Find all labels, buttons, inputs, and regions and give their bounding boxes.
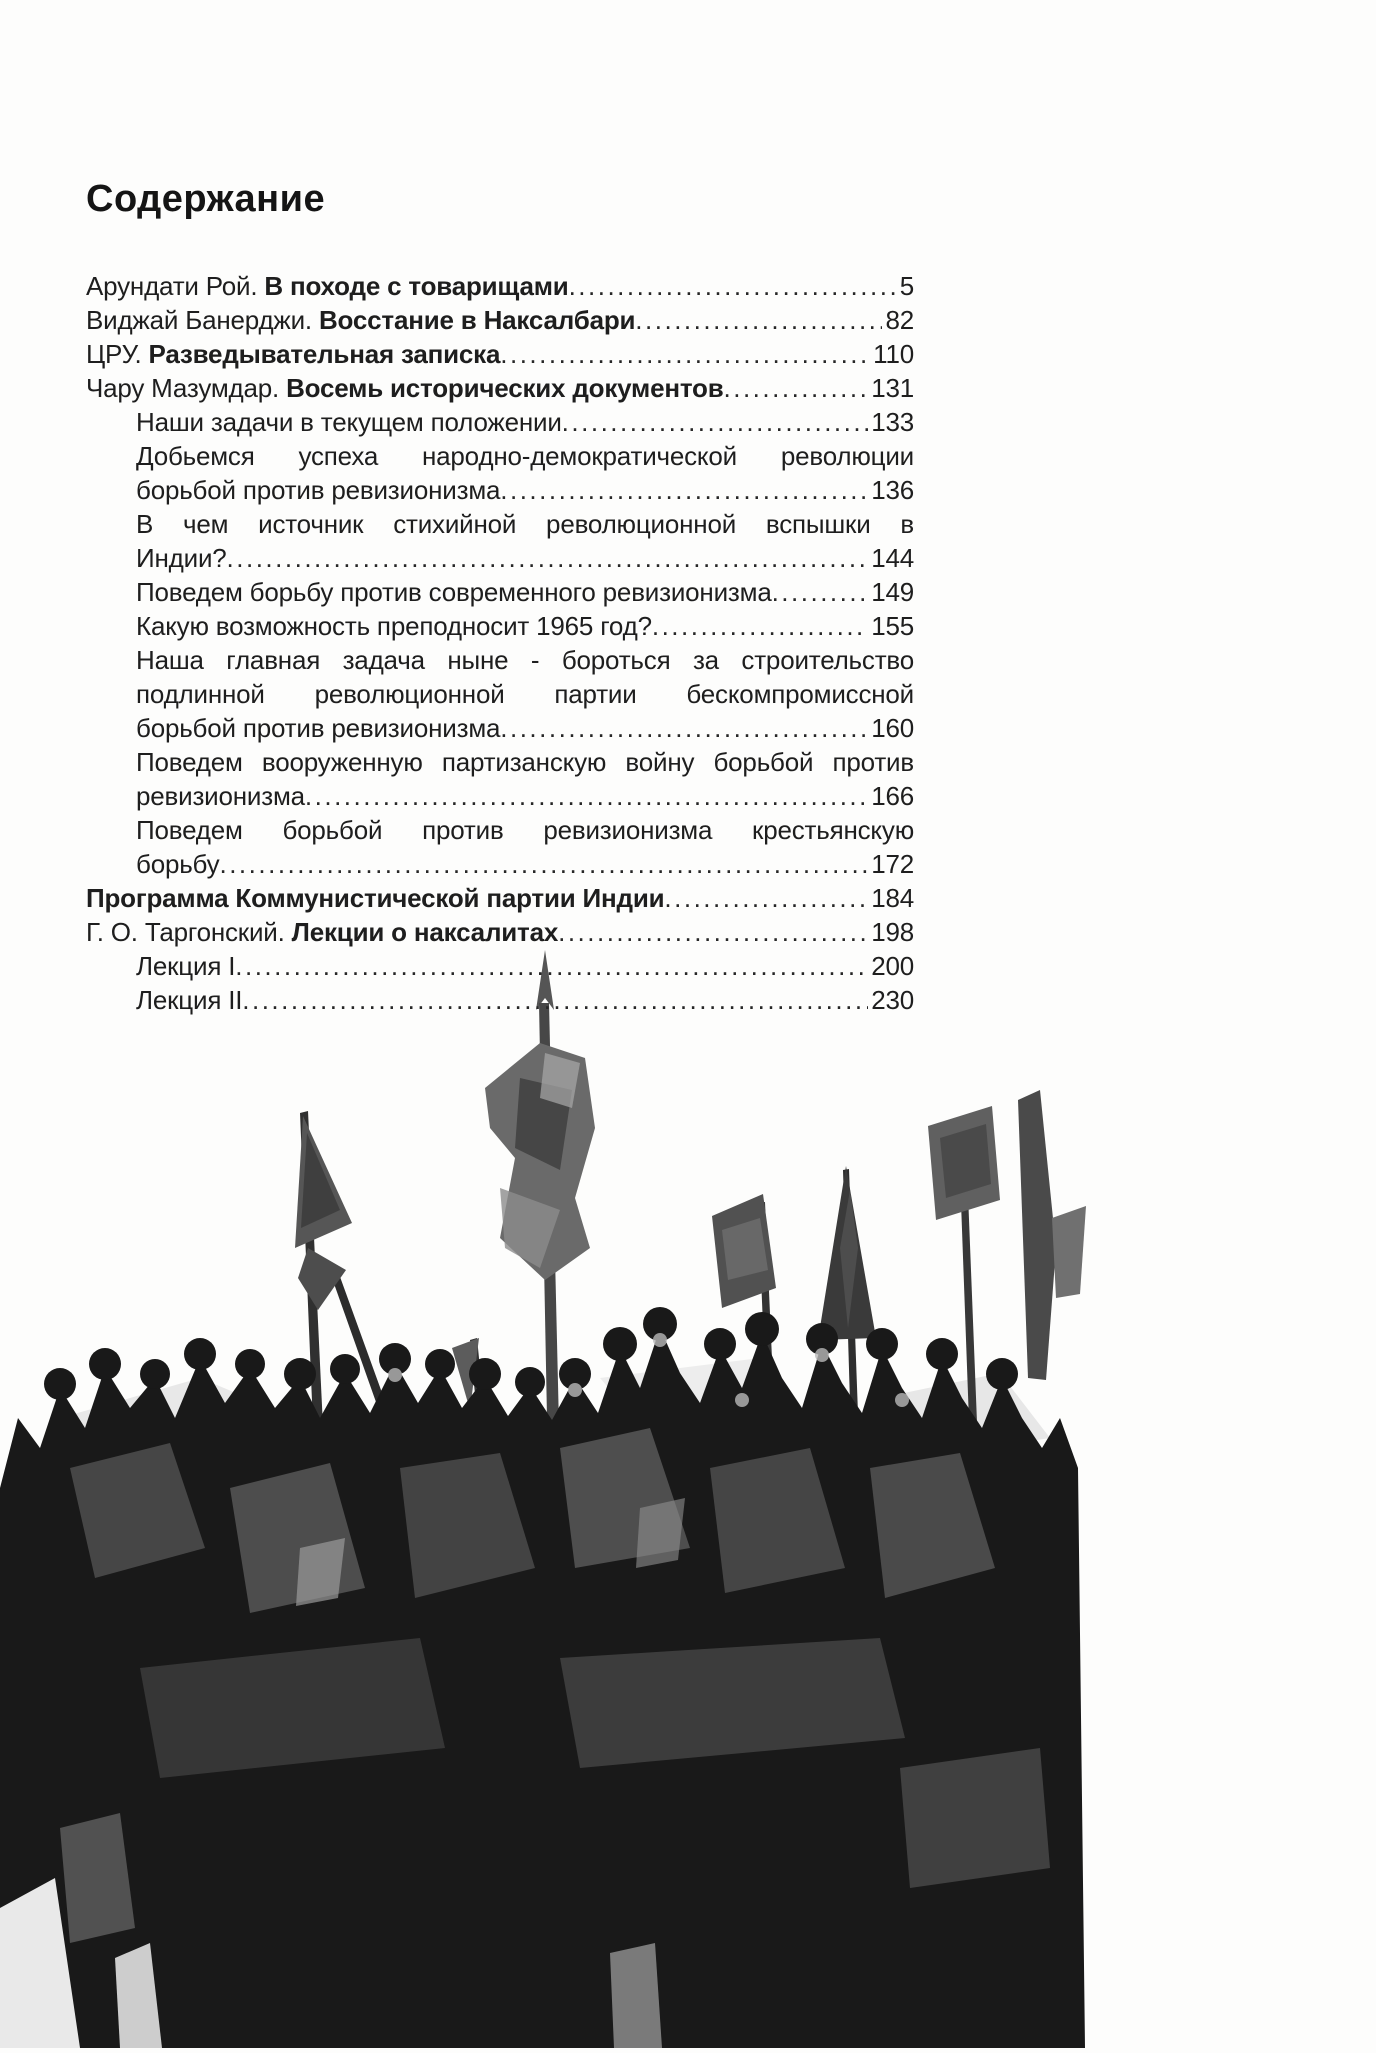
- toc-entry-last-line: [136, 473, 914, 507]
- toc-dot-leader: [569, 269, 897, 303]
- toc-entry-text: [86, 269, 569, 303]
- toc-entry-line: Поведем вооруженную партизанскую войну борьбой против: [136, 747, 914, 777]
- toc-entry-plain-text: Арундати Рой.: [86, 271, 265, 301]
- toc-entry-last-line: [86, 303, 914, 337]
- toc-entry-text: [86, 371, 724, 405]
- toc-dot-leader: [235, 949, 868, 983]
- toc-entry-line: Добьемся успеха народно-демократической революции: [136, 441, 914, 471]
- toc-dot-leader: [305, 779, 868, 813]
- toc-entry-page-number: 5: [899, 271, 914, 301]
- toc-entry: [136, 983, 914, 1017]
- toc-dot-leader: [500, 711, 868, 745]
- toc-entry-last-line: [136, 575, 914, 609]
- toc-entry-wrapped-lines: [136, 643, 914, 711]
- toc-entry-page-number: 184: [871, 883, 914, 913]
- toc-entry-plain-text: Поведем борьбу против современного ревизионизма: [136, 577, 772, 607]
- toc-entry-text: [136, 949, 235, 983]
- toc-entry-text: [136, 711, 500, 745]
- toc-entry-text: [136, 779, 305, 813]
- toc-entry-last-line: [86, 881, 914, 915]
- toc-page-content: [86, 178, 914, 1017]
- toc-entry-page-number: 110: [873, 339, 914, 369]
- toc-entry-text: [86, 337, 500, 371]
- toc-entry-page-number: 131: [871, 373, 914, 403]
- toc-entry: [86, 371, 914, 405]
- toc-entry-last-line: [136, 949, 914, 983]
- crowd-illustration: [0, 948, 1376, 2048]
- toc-entry-last-line: [136, 983, 914, 1017]
- toc-entry-text: [136, 983, 242, 1017]
- toc-entry-page-number: 200: [871, 951, 914, 981]
- toc-list: [86, 269, 914, 1017]
- toc-entry-plain-text: борьбой против ревизионизма: [136, 713, 501, 743]
- toc-entry: [86, 881, 914, 915]
- toc-entry: [136, 575, 914, 609]
- toc-entry-text: [136, 847, 219, 881]
- toc-entry-page-number: 136: [871, 475, 914, 505]
- toc-entry-last-line: [136, 541, 914, 575]
- toc-entry: [136, 813, 914, 881]
- toc-entry-title: В походе с товарищами: [264, 271, 569, 301]
- toc-dot-leader: [558, 915, 868, 949]
- toc-dot-leader: [227, 541, 869, 575]
- toc-entry: [136, 507, 914, 575]
- toc-entry-last-line: [136, 405, 914, 439]
- toc-entry-page-number: 144: [871, 543, 914, 573]
- toc-entry: [136, 439, 914, 507]
- toc-entry: [136, 609, 914, 643]
- toc-entry-plain-text: Чару Мазумдар.: [86, 373, 287, 403]
- toc-entry-page-number: 155: [871, 611, 914, 641]
- toc-entry-page-number: 160: [871, 713, 914, 743]
- toc-entry-plain-text: Г. О. Таргонский.: [86, 917, 292, 947]
- toc-entry-page-number: 230: [871, 985, 914, 1015]
- toc-entry-text: [86, 881, 664, 915]
- toc-entry-page-number: 82: [885, 305, 914, 335]
- toc-entry-last-line: [136, 847, 914, 881]
- toc-entry-plain-text: Виджай Банерджи.: [86, 305, 319, 335]
- toc-entry-text: [136, 541, 227, 575]
- toc-entry-wrapped-lines: [136, 439, 914, 473]
- toc-entry-page-number: 198: [871, 917, 914, 947]
- toc-entry-title: Разведывательная записка: [148, 339, 501, 369]
- toc-dot-leader: [500, 337, 870, 371]
- crowd-with-flags-image: [0, 948, 1376, 2048]
- toc-dot-leader: [219, 847, 868, 881]
- toc-entry: [86, 915, 914, 949]
- toc-entry-plain-text: Лекция II: [136, 985, 243, 1015]
- toc-entry-text: [86, 303, 635, 337]
- toc-entry-title: Программа Коммунистической партии Индии: [86, 883, 665, 913]
- toc-entry-last-line: [136, 609, 914, 643]
- toc-entry-last-line: [86, 915, 914, 949]
- toc-entry-plain-text: ЦРУ.: [86, 339, 149, 369]
- toc-entry-plain-text: Какую возможность преподносит 1965 год?: [136, 611, 652, 641]
- toc-entry-text: [86, 915, 558, 949]
- toc-entry-plain-text: Индии?: [136, 543, 227, 573]
- toc-entry: [86, 269, 914, 303]
- toc-entry-text: [136, 575, 772, 609]
- toc-dot-leader: [242, 983, 868, 1017]
- toc-entry-page-number: 166: [871, 781, 914, 811]
- toc-entry: [136, 405, 914, 439]
- toc-dot-leader: [664, 881, 868, 915]
- toc-entry-line: Наша главная задача ныне - бороться за строительство: [136, 645, 914, 675]
- toc-dot-leader: [652, 609, 868, 643]
- toc-entry-text: [136, 609, 652, 643]
- toc-entry-plain-text: ревизионизма: [136, 781, 305, 811]
- toc-entry-text: [136, 473, 500, 507]
- toc-entry-last-line: [86, 371, 914, 405]
- toc-entry: [86, 303, 914, 337]
- toc-entry-title: Восемь исторических документов: [286, 373, 724, 403]
- toc-entry: [136, 949, 914, 983]
- toc-entry: [136, 745, 914, 813]
- toc-entry-text: [136, 405, 562, 439]
- toc-entry-page-number: 133: [871, 407, 914, 437]
- toc-entry-title: Лекции о наксалитах: [291, 917, 559, 947]
- toc-entry-line: В чем источник стихийной революционной вспышки в: [136, 509, 914, 539]
- toc-entry-plain-text: Наши задачи в текущем положении: [136, 407, 562, 437]
- toc-dot-leader: [635, 303, 882, 337]
- toc-entry-page-number: 149: [871, 577, 914, 607]
- toc-entry-wrapped-lines: [136, 813, 914, 847]
- toc-entry-page-number: 172: [871, 849, 914, 879]
- toc-entry-line: Поведем борьбой против ревизионизма крестьянскую: [136, 815, 914, 845]
- toc-entry-last-line: [136, 779, 914, 813]
- toc-entry-last-line: [136, 711, 914, 745]
- toc-entry-plain-text: Лекция I: [136, 951, 236, 981]
- toc-dot-leader: [500, 473, 868, 507]
- toc-entry-wrapped-lines: [136, 745, 914, 779]
- toc-entry-plain-text: борьбу: [136, 849, 220, 879]
- toc-entry-title: Восстание в Наксалбари: [318, 305, 636, 335]
- toc-entry: [136, 643, 914, 745]
- toc-entry: [86, 337, 914, 371]
- toc-entry-last-line: [86, 269, 914, 303]
- toc-dot-leader: [772, 575, 869, 609]
- page-title: Содержание: [86, 178, 326, 220]
- toc-entry-plain-text: борьбой против ревизионизма: [136, 475, 501, 505]
- toc-entry-last-line: [86, 337, 914, 371]
- toc-entry-wrapped-lines: [136, 507, 914, 541]
- toc-entry-line: подлинной революционной партии бескомпромиссной: [136, 679, 914, 709]
- toc-dot-leader: [562, 405, 869, 439]
- toc-dot-leader: [724, 371, 869, 405]
